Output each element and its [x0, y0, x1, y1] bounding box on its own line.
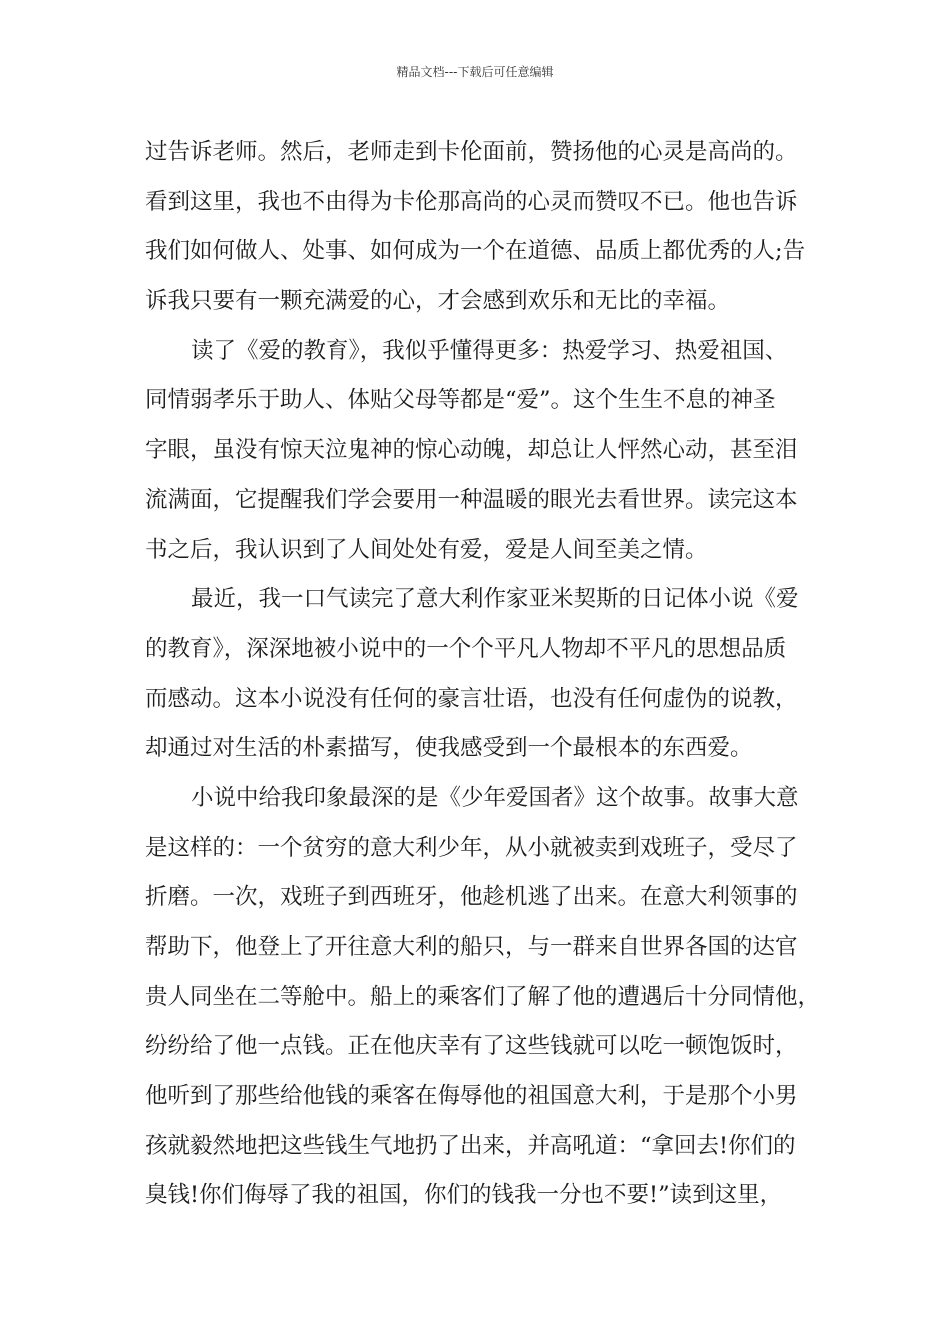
- text-line: 却通过对生活的朴素描写，使我感受到一个最根本的东西爱。: [145, 735, 753, 762]
- text-line: 折磨。一次，戏班子到西班牙，他趁机逃了出来。在意大利领事的: [145, 884, 798, 911]
- text-line: 过告诉老师。然后，老师走到卡伦面前，赞扬他的心灵是高尚的。: [145, 139, 798, 165]
- text-line: 帮助下，他登上了开往意大利的船只，与一群来自世界各国的达官: [145, 934, 798, 960]
- text-line: 孩就毅然地把这些钱生气地扔了出来，并高吼道：“拿回去!你们的: [145, 1132, 796, 1159]
- text-line: 同情弱孝乐于助人、体贴父母等都是“爱”。这个生生不息的神圣: [145, 387, 776, 414]
- text-line: 纷纷给了他一点钱。正在他庆幸有了这些钱就可以吃一顿饱饭时，: [145, 1033, 798, 1060]
- page-header: 精品文档---下载后可任意编辑: [396, 65, 554, 79]
- document-body: [145, 128, 825, 1221]
- text-line: 的教育》，深深地被小说中的一个个平凡人物却不平凡的思想品质: [145, 635, 787, 662]
- paragraph-first-line: 最近，我一口气读完了意大利作家亚米契斯的日记体小说《爱: [191, 586, 799, 613]
- text-line: 书之后，我认识到了人间处处有爱，爱是人间至美之情。: [145, 536, 708, 563]
- text-line: 我们如何做人、处事、如何成为一个在道德、品质上都优秀的人;告: [145, 238, 806, 265]
- paragraph-first-line: 小说中给我印象最深的是《少年爱国者》这个故事。故事大意: [191, 784, 799, 811]
- text-line: 字眼，虽没有惊天泣鬼神的惊心动魄，却总让人怦然心动，甚至泪: [145, 437, 798, 464]
- paragraph-first-line: 读了《爱的教育》，我似乎懂得更多：热爱学习、热爱祖国、: [191, 337, 788, 364]
- text-line: 他听到了那些给他钱的乘客在侮辱他的祖国意大利，于是那个小男: [145, 1083, 798, 1110]
- text-line: 是这样的：一个贫穷的意大利少年，从小就被卖到戏班子，受尽了: [145, 834, 798, 861]
- text-line: 诉我只要有一颗充满爱的心，才会感到欢乐和无比的幸福。: [145, 288, 731, 315]
- text-line: 臭钱!你们侮辱了我的祖国，你们的钱我一分也不要!”读到这里，: [145, 1182, 783, 1209]
- text-line: 流满面，它提醒我们学会要用一种温暖的眼光去看世界。读完这本: [145, 486, 798, 513]
- text-line: 看到这里，我也不由得为卡伦那高尚的心灵而赞叹不已。他也告诉: [145, 188, 798, 215]
- text-line: 而感动。这本小说没有任何的豪言壮语，也没有任何虚伪的说教，: [145, 685, 798, 712]
- text-line: 贵人同坐在二等舱中。船上的乘客们了解了他的遭遇后十分同情他，: [145, 983, 821, 1010]
